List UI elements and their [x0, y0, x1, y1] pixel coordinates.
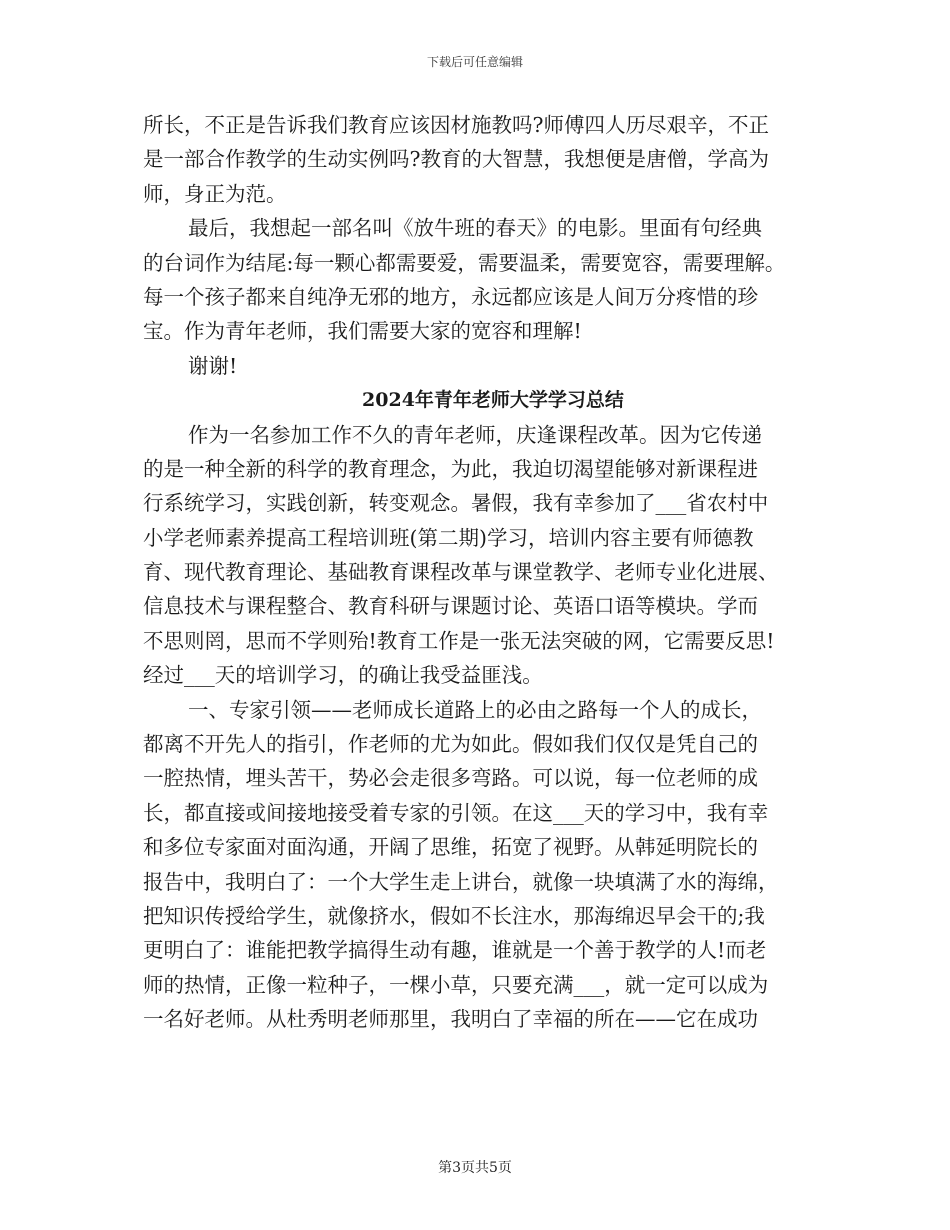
text-line: 一名好老师。从杜秀明老师那里，我明白了幸福的所在——它在成功 [143, 1007, 758, 1032]
section-title: 2024年青年老师大学学习总结 [362, 389, 624, 412]
text-line: 宝。作为青年老师，我们需要大家的宽容和理解! [143, 319, 582, 344]
text-line: 和多位专家面对面沟通，开阔了思维，拓宽了视野。从韩延明院长的 [143, 835, 758, 860]
text-line: 是一部合作教学的生动实例吗?教育的大智慧，我想便是唐僧，学高为 [143, 147, 769, 172]
text-line: 行系统学习，实践创新，转变观念。暑假，我有幸参加了___省农村中 [143, 491, 769, 516]
text-line: 小学老师素养提高工程培训班(第二期)学习，培训内容主要有师德教 [143, 525, 754, 550]
text-line: 的台词作为结尾:每一颗心都需要爱，需要温柔，需要宽容，需要理解。 [143, 250, 786, 275]
text-line: 都离不开先人的指引，作老师的尤为如此。假如我们仅仅是凭自己的 [143, 732, 758, 757]
text-line: 报告中，我明白了：一个大学生走上讲台，就像一块填满了水的海绵， [143, 869, 779, 894]
text-line: 最后，我想起一部名叫《放牛班的春天》的电影。里面有句经典 [188, 216, 762, 241]
page-footer-pagination: 第3页共5页 [438, 1160, 512, 1176]
text-line: 长，都直接或间接地接受着专家的引领。在这___天的学习中，我有幸 [143, 800, 769, 825]
text-line: 经过___天的培训学习，的确让我受益匪浅。 [143, 663, 543, 688]
text-line: 作为一名参加工作不久的青年老师，庆逢课程改革。因为它传递 [188, 422, 762, 447]
text-line: 所长，不正是告诉我们教育应该因材施教吗?师傅四人历尽艰辛，不正 [143, 113, 769, 137]
text-line: 谢谢! [188, 353, 238, 378]
page-header-note: 下载后可任意编辑 [426, 55, 523, 69]
text-line: 信息技术与课程整合、教育科研与课题讨论、英语口语等模块。学而 [143, 594, 758, 619]
text-line: 把知识传授给学生，就像挤水，假如不长注水，那海绵迟早会干的;我 [143, 903, 765, 928]
text-line: 更明白了：谁能把教学搞得生动有趣，谁就是一个善于教学的人!而老 [143, 938, 767, 963]
text-line: 每一个孩子都来自纯净无邪的地方，永远都应该是人间万分疼惜的珍 [143, 284, 758, 309]
text-line: 师的热情，正像一粒种子，一棵小草，只要充满___，就一定可以成为 [143, 972, 769, 997]
text-line: 不思则罔，思而不学则殆!教育工作是一张无法突破的网，它需要反思! [143, 628, 775, 653]
text-line: 一、专家引领——老师成长道路上的必由之路每一个人的成长， [188, 697, 762, 722]
text-line: 育、现代教育理论、基础教育课程改革与课堂教学、老师专业化进展、 [143, 560, 779, 585]
document-body [143, 108, 823, 1037]
text-line: 师，身正为范。 [143, 181, 287, 206]
text-line: 的是一种全新的科学的教育理念，为此，我迫切渴望能够对新课程进 [143, 456, 758, 481]
text-line: 一腔热情，埋头苦干，势必会走很多弯路。可以说，每一位老师的成 [143, 766, 758, 791]
